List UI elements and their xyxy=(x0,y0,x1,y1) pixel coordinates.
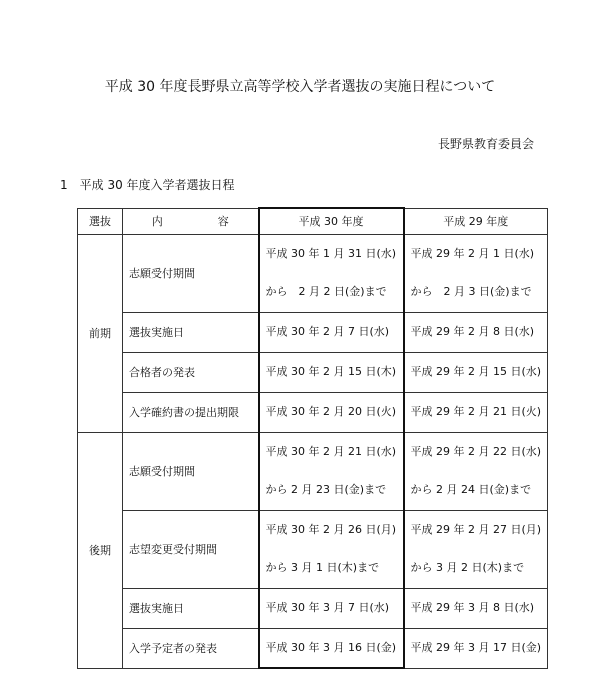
date-line: から 2 月 2 日(金)まで xyxy=(265,285,387,298)
y29-date-cell xyxy=(404,432,548,510)
date-line: から 2 月 23 日(金)まで xyxy=(265,483,387,496)
date-line: 平成 29 年 3 月 17 日(金) xyxy=(410,641,542,654)
section-heading: 1 平成 30 年度入学者選抜日程 xyxy=(60,178,235,192)
group-label: 前期 xyxy=(78,234,123,432)
table-row xyxy=(78,352,548,392)
y30-date-cell xyxy=(259,588,404,628)
schedule-table xyxy=(77,207,548,669)
table-row xyxy=(78,312,548,352)
y29-date-cell xyxy=(404,352,548,392)
date-line: 平成 30 年 2 月 15 日(木) xyxy=(265,365,397,378)
table-row xyxy=(78,432,548,510)
date-line: 平成 30 年 3 月 7 日(水) xyxy=(265,601,390,614)
date-line: から 3 月 1 日(木)まで xyxy=(265,561,380,574)
y29-date-cell xyxy=(404,234,548,312)
item-label: 志望変更受付期間 xyxy=(123,510,259,588)
y30-date-cell xyxy=(259,392,404,432)
date-line: 平成 30 年 1 月 31 日(水) xyxy=(265,247,397,260)
y30-date-cell xyxy=(259,628,404,668)
header-row xyxy=(78,208,548,234)
header-y29: 平成 29 年度 xyxy=(404,208,548,234)
item-label: 選抜実施日 xyxy=(123,312,259,352)
date-line: 平成 30 年 2 月 21 日(水) xyxy=(265,445,397,458)
date-line: から 3 月 2 日(木)まで xyxy=(410,561,525,574)
date-line: 平成 29 年 2 月 27 日(月) xyxy=(410,523,542,536)
item-label: 志願受付期間 xyxy=(123,234,259,312)
date-line: から 2 月 3 日(金)まで xyxy=(410,285,532,298)
date-line: 平成 30 年 2 月 20 日(火) xyxy=(265,405,397,418)
y29-date-cell xyxy=(404,312,548,352)
y29-date-cell xyxy=(404,392,548,432)
header-content: 内 容 xyxy=(123,208,259,234)
item-label: 合格者の発表 xyxy=(123,352,259,392)
date-line: 平成 30 年 3 月 16 日(金) xyxy=(265,640,397,654)
date-line: 平成 29 年 3 月 8 日(水) xyxy=(410,601,535,614)
document-title: 平成 30 年度長野県立高等学校入学者選抜の実施日程について xyxy=(104,79,496,95)
table-row xyxy=(78,588,548,628)
date-line: 平成 30 年 2 月 7 日(水) xyxy=(265,325,390,338)
date-line: 平成 29 年 2 月 8 日(水) xyxy=(410,325,535,338)
table-row xyxy=(78,392,548,432)
date-line: 平成 30 年 2 月 26 日(月) xyxy=(265,523,397,536)
item-label: 選抜実施日 xyxy=(123,588,259,628)
y30-date-cell xyxy=(259,352,404,392)
group-label: 後期 xyxy=(78,432,123,668)
date-line: から 2 月 24 日(金)まで xyxy=(410,483,532,496)
y29-date-cell xyxy=(404,588,548,628)
table-row xyxy=(78,234,548,312)
y29-date-cell xyxy=(404,628,548,668)
item-label: 志願受付期間 xyxy=(123,432,259,510)
date-line: 平成 29 年 2 月 21 日(火) xyxy=(410,405,542,418)
y30-date-cell xyxy=(259,234,404,312)
item-label: 入学予定者の発表 xyxy=(123,628,259,668)
date-line: 平成 29 年 2 月 22 日(水) xyxy=(410,445,542,458)
y30-date-cell xyxy=(259,510,404,588)
y30-date-cell xyxy=(259,432,404,510)
table-row xyxy=(78,628,548,668)
item-label: 入学確約書の提出期限 xyxy=(123,392,259,432)
table-row xyxy=(78,510,548,588)
header-y30: 平成 30 年度 xyxy=(259,208,404,234)
y30-date-cell xyxy=(259,312,404,352)
date-line: 平成 29 年 2 月 15 日(水) xyxy=(410,365,542,378)
date-line: 平成 29 年 2 月 1 日(水) xyxy=(410,247,535,260)
organization: 長野県教育委員会 xyxy=(437,137,534,151)
header-selection: 選抜 xyxy=(78,208,123,234)
y29-date-cell xyxy=(404,510,548,588)
